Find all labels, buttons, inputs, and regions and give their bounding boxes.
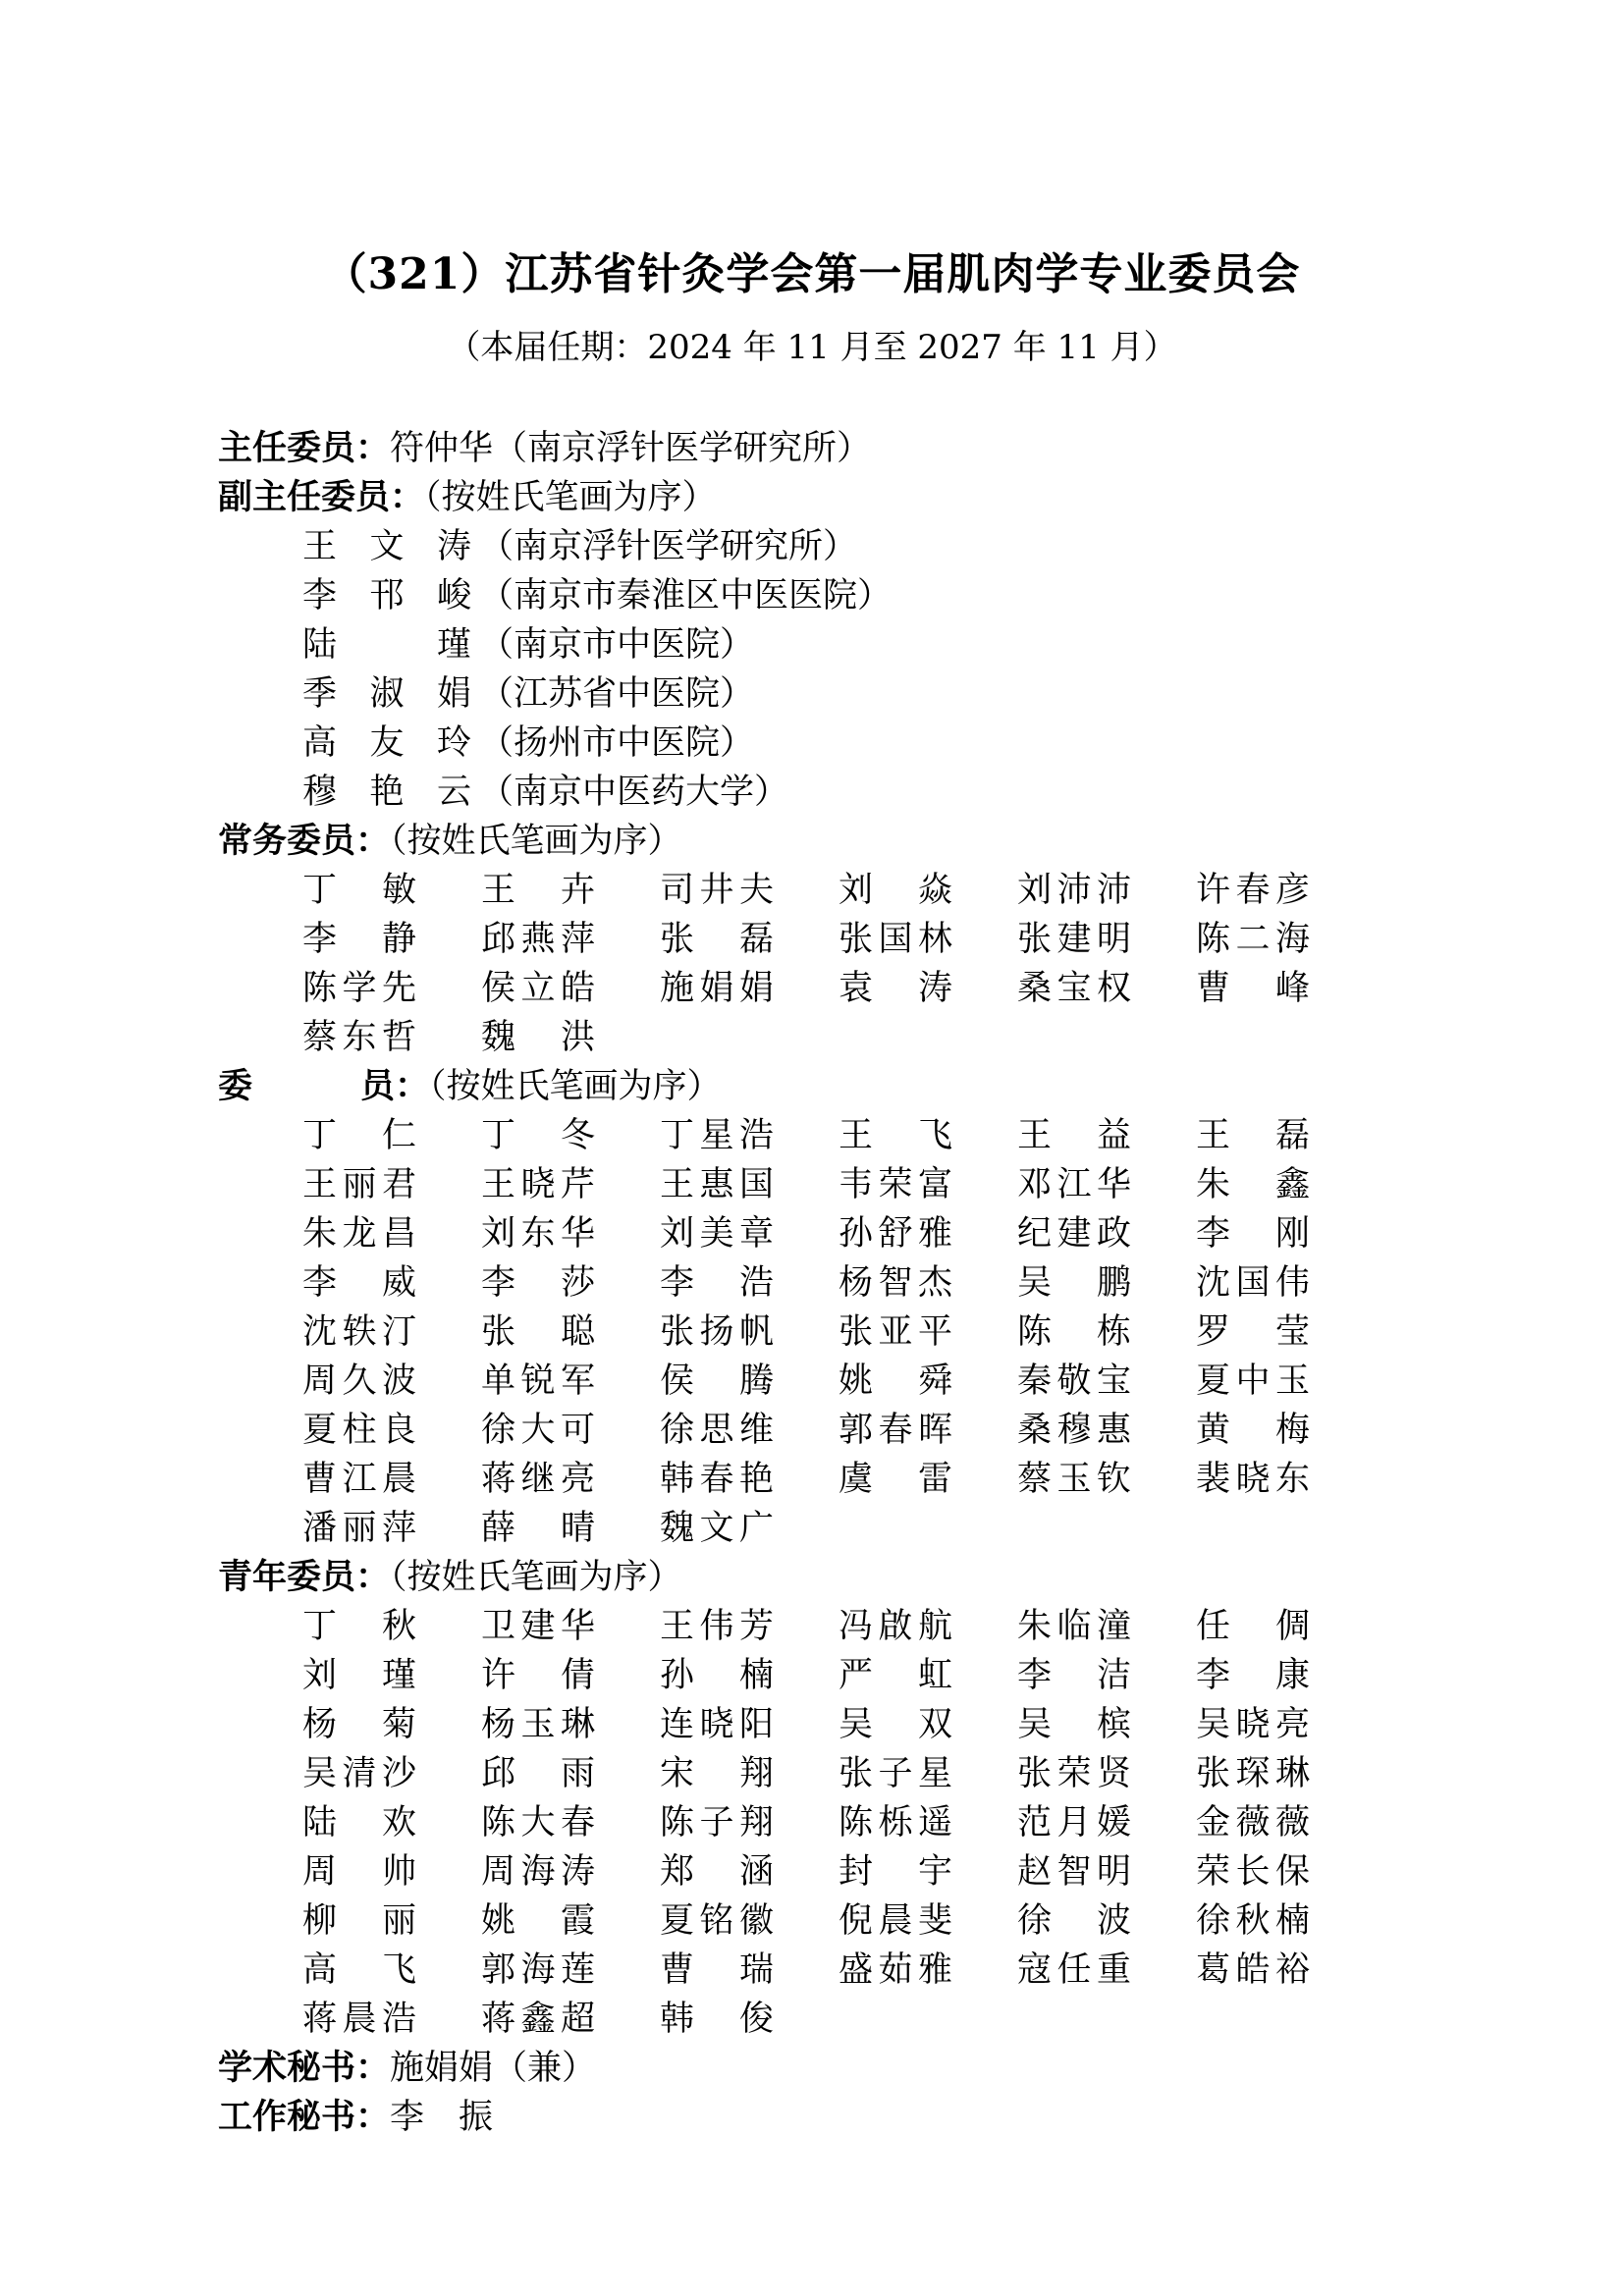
academic-secretary-line [218, 2044, 1435, 2093]
member-name: 张琛琳 [1196, 1754, 1310, 1793]
vice-director-row [218, 620, 1435, 669]
member-name: 司井夫 [660, 871, 774, 910]
vice-directors-heading [218, 473, 1435, 522]
youth-members-note: （按姓氏笔画为序） [390, 1558, 682, 1597]
vice-director-row [218, 571, 1435, 620]
vice-director-affiliation: （扬州市中医院） [479, 723, 755, 763]
member-name: 李 康 [1196, 1656, 1310, 1695]
member-name: 张国林 [839, 920, 952, 959]
member-name: 魏文广 [660, 1509, 774, 1548]
member-name: 潘丽萍 [302, 1509, 416, 1548]
member-name: 虞 雷 [839, 1460, 952, 1499]
member-name: 许 倩 [481, 1656, 595, 1695]
member-name: 夏柱良 [302, 1411, 416, 1450]
member-name: 侯 腾 [660, 1362, 774, 1401]
name-row [218, 1258, 1435, 1308]
member-name: 范月媛 [1017, 1803, 1131, 1842]
member-name: 孙舒雅 [839, 1214, 952, 1254]
member-name: 纪建政 [1017, 1214, 1131, 1254]
member-name: 刘 焱 [839, 871, 952, 910]
standing-members-heading [218, 817, 1435, 866]
work-secretary-line [218, 2093, 1435, 2142]
vice-directors-label: 副主任委员： [218, 477, 425, 517]
member-name: 周 帅 [302, 1852, 416, 1892]
name-row [218, 1455, 1435, 1504]
member-name: 夏中玉 [1196, 1362, 1310, 1401]
member-name: 蒋鑫超 [481, 2000, 595, 2039]
name-row [218, 915, 1435, 964]
member-name: 冯啟航 [839, 1607, 952, 1646]
member-name: 张子星 [839, 1754, 952, 1793]
member-name: 张亚平 [839, 1312, 952, 1352]
member-name: 张 磊 [660, 920, 774, 959]
member-name: 蔡东哲 [302, 1018, 416, 1057]
member-name: 王 益 [1017, 1116, 1131, 1155]
member-name: 丁 秋 [302, 1607, 416, 1646]
member-name: 丁 冬 [481, 1116, 595, 1155]
name-row [218, 1111, 1435, 1160]
work-secretary-value: 李 振 [390, 2098, 494, 2137]
member-name: 蒋继亮 [481, 1460, 595, 1499]
member-name: 徐大可 [481, 1411, 595, 1450]
members-label-a: 委 [218, 1066, 253, 1106]
member-name: 夏铭徽 [660, 1901, 774, 1941]
member-name: 裴晓东 [1196, 1460, 1310, 1499]
member-name: 李 莎 [481, 1263, 595, 1303]
member-name: 刘美章 [660, 1214, 774, 1254]
member-name: 秦敬宝 [1017, 1362, 1131, 1401]
member-name: 吴 槟 [1017, 1705, 1131, 1744]
document-title: （321）江苏省针灸学会第一届肌肉学专业委员会 [323, 249, 1301, 299]
member-name: 邱 雨 [481, 1754, 595, 1793]
member-name: 曹 瑞 [660, 1950, 774, 1990]
academic-secretary-label: 学术秘书： [218, 2048, 391, 2088]
name-row [218, 1896, 1435, 1946]
vice-director-affiliation: （南京浮针医学研究所） [479, 527, 858, 566]
vice-director-row [218, 768, 1435, 817]
member-name: 严 虹 [839, 1656, 952, 1695]
member-name: 宋 翔 [660, 1754, 774, 1793]
standing-members-grid [218, 866, 1435, 1062]
member-name: 张建明 [1017, 920, 1131, 959]
vice-director-name: 季淑娟 [302, 674, 471, 714]
member-name: 王惠国 [660, 1165, 774, 1204]
member-name: 罗 莹 [1196, 1312, 1310, 1352]
member-name: 吴晓亮 [1196, 1705, 1310, 1744]
name-row [218, 964, 1435, 1013]
member-name: 郭春晖 [839, 1411, 952, 1450]
members-label-b: 员： [360, 1066, 430, 1106]
member-name: 封 宇 [839, 1852, 952, 1892]
member-name: 杨 菊 [302, 1705, 416, 1744]
member-name: 薛 晴 [481, 1509, 595, 1548]
vice-director-affiliation: （江苏省中医院） [479, 674, 755, 714]
member-name: 吴清沙 [302, 1754, 416, 1793]
member-name: 邓江华 [1017, 1165, 1131, 1204]
member-name: 刘东华 [481, 1214, 595, 1254]
member-name: 徐 波 [1017, 1901, 1131, 1941]
member-name: 曹 峰 [1196, 969, 1310, 1008]
member-name: 葛皓裕 [1196, 1950, 1310, 1990]
member-name: 任 倜 [1196, 1607, 1310, 1646]
member-name: 李 静 [302, 920, 416, 959]
member-name: 蒋晨浩 [302, 2000, 416, 2039]
name-row [218, 1013, 1435, 1062]
member-name: 陈大春 [481, 1803, 595, 1842]
director-value: 符仲华（南京浮针医学研究所） [390, 429, 872, 468]
member-name: 周海涛 [481, 1852, 595, 1892]
member-name: 杨玉琳 [481, 1705, 595, 1744]
member-name: 李 洁 [1017, 1656, 1131, 1695]
member-name: 孙 楠 [660, 1656, 774, 1695]
vice-directors-note: （按姓氏笔画为序） [424, 478, 717, 517]
member-name: 蔡玉钦 [1017, 1460, 1131, 1499]
member-name: 李 浩 [660, 1263, 774, 1303]
member-name: 王 磊 [1196, 1116, 1310, 1155]
member-name: 侯立皓 [481, 969, 595, 1008]
name-row [218, 1406, 1435, 1455]
member-name: 王丽君 [302, 1165, 416, 1204]
member-name: 黄 梅 [1196, 1411, 1310, 1450]
member-name: 张 聪 [481, 1312, 595, 1352]
member-name: 单锐军 [481, 1362, 595, 1401]
member-name: 曹江晨 [302, 1460, 416, 1499]
member-name: 陈学先 [302, 969, 416, 1008]
member-name: 许春彦 [1196, 871, 1310, 910]
youth-members-heading [218, 1553, 1435, 1602]
member-name: 柳 丽 [302, 1901, 416, 1941]
member-name: 陈子翔 [660, 1803, 774, 1842]
member-name: 朱临潼 [1017, 1607, 1131, 1646]
name-row [218, 1749, 1435, 1798]
member-name: 韦荣富 [839, 1165, 952, 1204]
member-name: 王 卉 [481, 871, 595, 910]
member-name: 陈 栋 [1017, 1312, 1131, 1352]
member-name: 徐思维 [660, 1411, 774, 1450]
member-name: 郭海莲 [481, 1950, 595, 1990]
member-name: 倪晨斐 [839, 1901, 952, 1941]
member-name: 金薇薇 [1196, 1803, 1310, 1842]
member-name: 寇任重 [1017, 1950, 1131, 1990]
member-name: 刘沛沛 [1017, 871, 1131, 910]
member-name: 姚 霞 [481, 1901, 595, 1941]
name-row [218, 1651, 1435, 1700]
member-name: 杨智杰 [839, 1263, 952, 1303]
members-note: （按姓氏笔画为序） [429, 1067, 722, 1106]
member-name: 陈二海 [1196, 920, 1310, 959]
member-name: 袁 涛 [839, 969, 952, 1008]
member-name: 沈国伟 [1196, 1263, 1310, 1303]
name-row [218, 1357, 1435, 1406]
term-subtitle: （本届任期：2024 年 11 月至 2027 年 11 月） [447, 328, 1177, 367]
vice-director-row [218, 669, 1435, 719]
vice-director-affiliation: （南京市秦淮区中医医院） [479, 576, 893, 615]
work-secretary-label: 工作秘书： [218, 2097, 391, 2137]
standing-members-note: （按姓氏笔画为序） [390, 822, 682, 861]
vice-director-affiliation: （南京市中医院） [479, 625, 755, 665]
member-name: 李 威 [302, 1263, 416, 1303]
name-row [218, 1308, 1435, 1357]
member-name: 施娟娟 [660, 969, 774, 1008]
name-row [218, 866, 1435, 915]
member-name: 王 飞 [839, 1116, 952, 1155]
vice-director-name: 陆 瑾 [302, 625, 471, 665]
name-row [218, 1798, 1435, 1847]
member-name: 丁 敏 [302, 871, 416, 910]
vice-director-name: 王文涛 [302, 527, 471, 566]
members-grid [218, 1111, 1435, 1553]
member-name: 王晓芹 [481, 1165, 595, 1204]
name-row [218, 1209, 1435, 1258]
member-name: 朱 鑫 [1196, 1165, 1310, 1204]
director-line [218, 424, 1435, 473]
member-name: 韩 俊 [660, 2000, 774, 2039]
vice-director-row [218, 719, 1435, 768]
member-name: 王伟芳 [660, 1607, 774, 1646]
member-name: 连晓阳 [660, 1705, 774, 1744]
vice-director-name: 李邗峻 [302, 576, 471, 615]
youth-members-label: 青年委员： [218, 1557, 391, 1597]
vice-director-affiliation: （南京中医药大学） [479, 773, 789, 812]
member-name: 陈栎遥 [839, 1803, 952, 1842]
member-name: 周久波 [302, 1362, 416, 1401]
committee-list [218, 424, 1435, 2142]
member-name: 徐秋楠 [1196, 1901, 1310, 1941]
vice-director-name: 穆艳云 [302, 773, 471, 812]
member-name: 张扬帆 [660, 1312, 774, 1352]
director-label: 主任委员： [218, 428, 391, 468]
name-row [218, 1946, 1435, 1995]
member-name: 卫建华 [481, 1607, 595, 1646]
member-name: 赵智明 [1017, 1852, 1131, 1892]
member-name: 郑 涵 [660, 1852, 774, 1892]
standing-members-label: 常务委员： [218, 821, 391, 861]
member-name: 丁星浩 [660, 1116, 774, 1155]
name-row [218, 1700, 1435, 1749]
member-name: 盛茹雅 [839, 1950, 952, 1990]
member-name: 刘 瑾 [302, 1656, 416, 1695]
member-name: 桑宝权 [1017, 969, 1131, 1008]
vice-director-row [218, 522, 1435, 571]
member-name: 韩春艳 [660, 1460, 774, 1499]
name-row [218, 1602, 1435, 1651]
member-name: 朱龙昌 [302, 1214, 416, 1254]
member-name: 荣长保 [1196, 1852, 1310, 1892]
member-name: 陆 欢 [302, 1803, 416, 1842]
member-name: 邱燕萍 [481, 920, 595, 959]
member-name: 高 飞 [302, 1950, 416, 1990]
member-name: 桑穆惠 [1017, 1411, 1131, 1450]
name-row [218, 1995, 1435, 2044]
member-name: 丁 仁 [302, 1116, 416, 1155]
member-name: 张荣贤 [1017, 1754, 1131, 1793]
members-heading [218, 1062, 1435, 1111]
member-name: 吴 双 [839, 1705, 952, 1744]
youth-members-grid [218, 1602, 1435, 2044]
academic-secretary-value: 施娟娟（兼） [390, 2049, 597, 2088]
member-name: 魏 洪 [481, 1018, 595, 1057]
name-row [218, 1847, 1435, 1896]
member-name: 沈轶汀 [302, 1312, 416, 1352]
member-name: 吴 鹏 [1017, 1263, 1131, 1303]
name-row [218, 1504, 1435, 1553]
vice-director-name: 高友玲 [302, 723, 471, 763]
member-name: 姚 舜 [839, 1362, 952, 1401]
name-row [218, 1160, 1435, 1209]
member-name: 李 刚 [1196, 1214, 1310, 1254]
